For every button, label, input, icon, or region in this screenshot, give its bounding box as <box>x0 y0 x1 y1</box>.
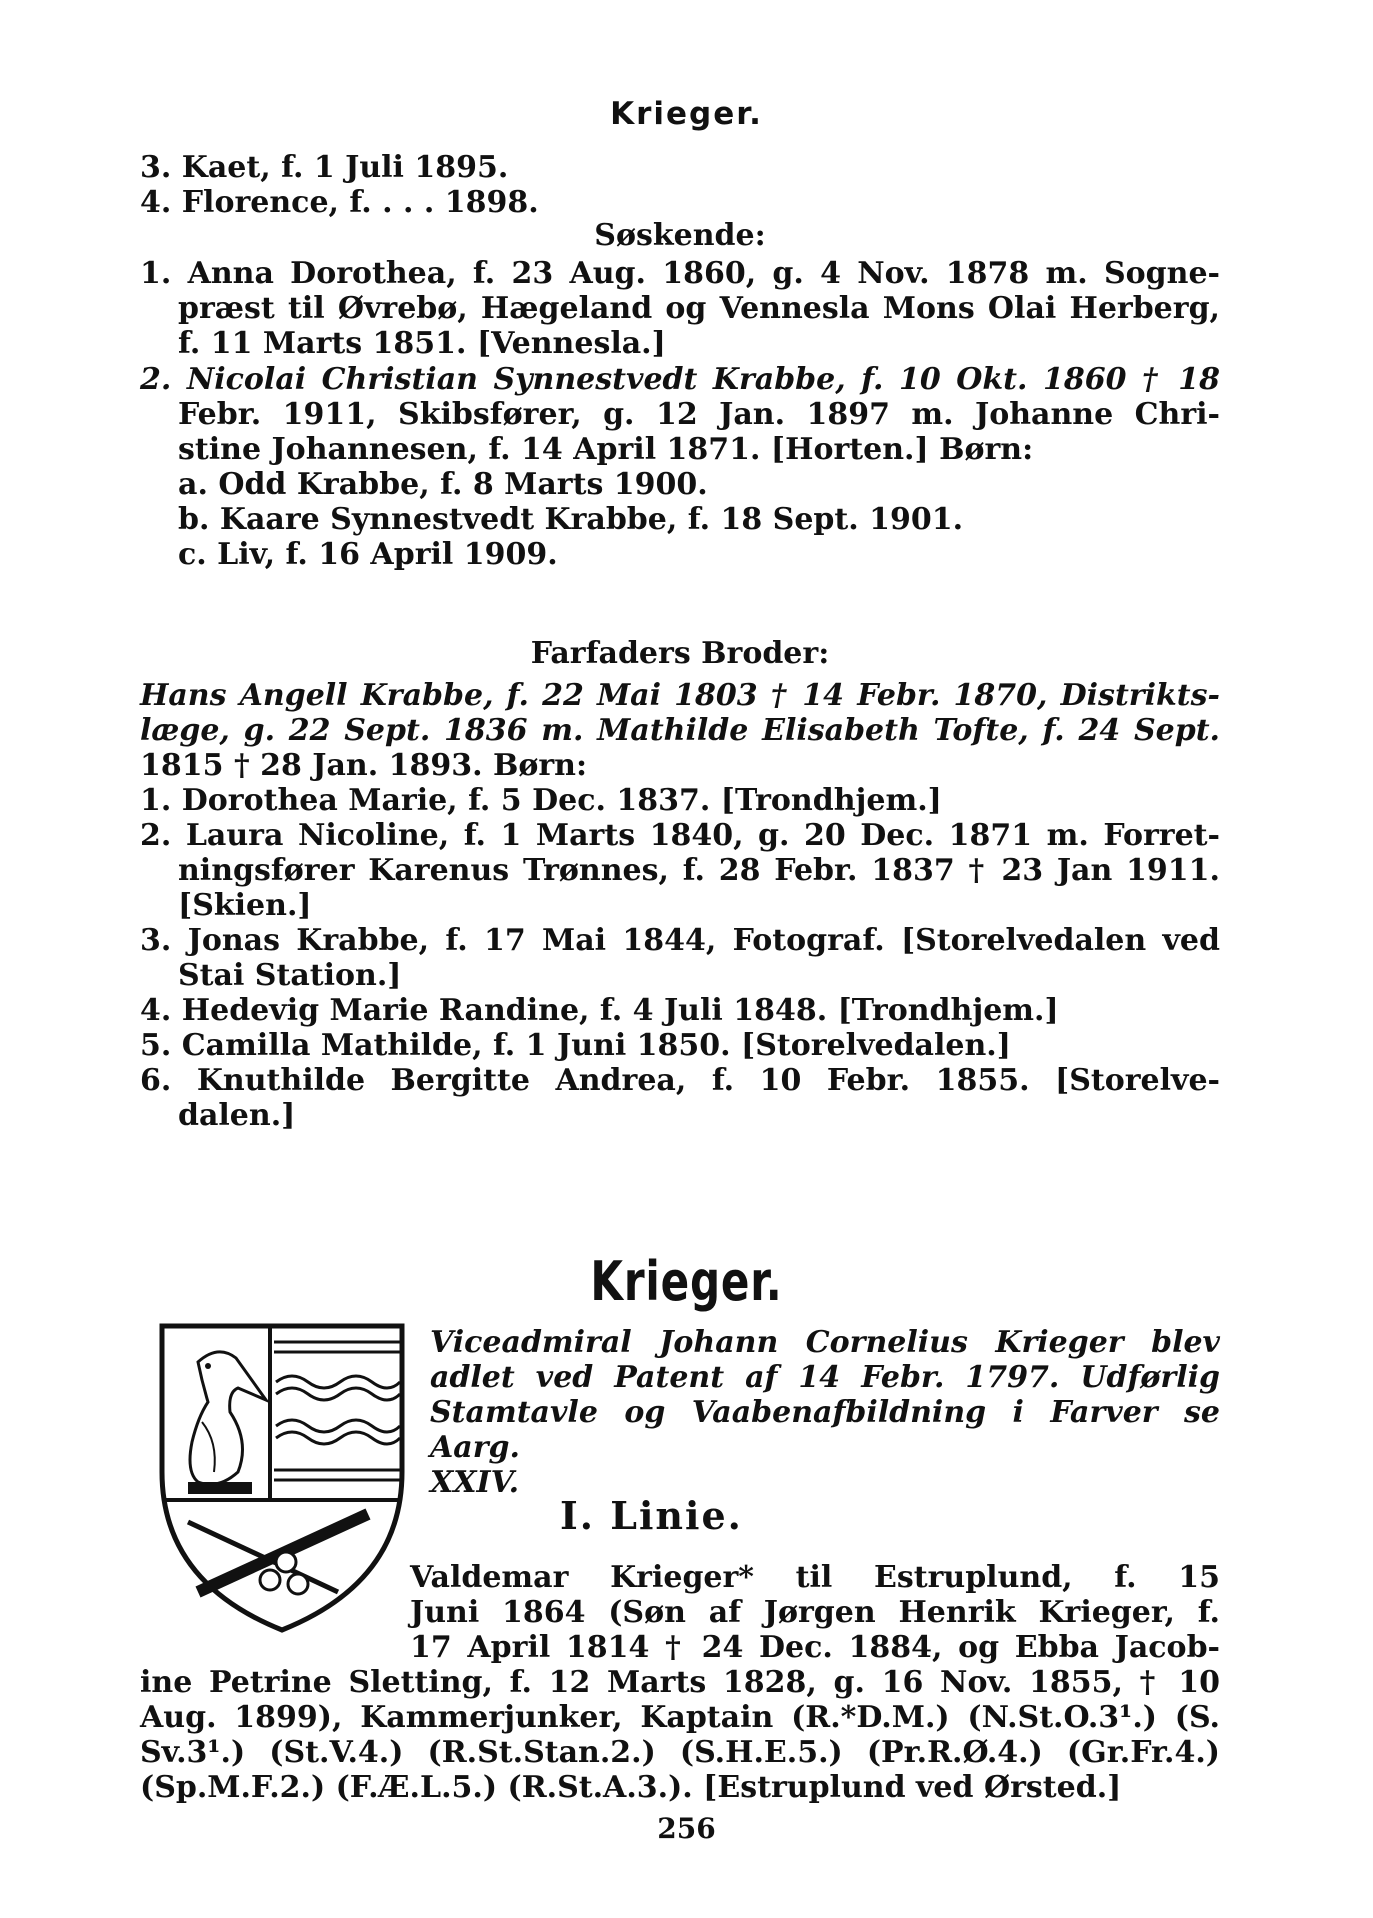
line-text-upper: Valdemar Krieger* til Estruplund, f. 15 Juni 1864 (Søn af Jørgen Henrik Krieger, f. 17 April 1814 † 24 Dec. 1884, og Ebba Jacob- <box>410 1560 1220 1665</box>
uncle-entry: Hans Angell Krabbe, f. 22 Mai 1803 † 14 Febr. 1870, Distrikts- læge, g. 22 Sept. 1836 m. Mathilde Elisabeth Tofte, f. 24 Sept. 1815 † 28 Jan. 1893. Børn: 1. Dorothea Marie, f. 5 Dec. 1837. [Trondhjem.] 2. Laura Nicoline, f. 1 Marts 1840, g. 20 Dec. 1871 m. Forret- ningsfører Karenus Trønnes, f. 28 Febr. 1837 † 23 Jan 1911. [Skien.] 3. Jonas Krabbe, f. 17 Mai 1844, Fotograf. [Storelvedalen ved Stai Station.] 4. Hedevig Marie Randine, f. 4 Juli 1848. [Trondhjem.] 5. Camilla Mathilde, f. 1 Juni 1850. [Storelvedalen.] 6. Knuthilde Bergitte Andrea, f. 10 Febr. 1855. [Storelve- dalen.] <box>140 678 1220 1133</box>
line-text-lower: ine Petrine Sletting, f. 12 Marts 1828, g. 16 Nov. 1855, † 10 Aug. 1899), Kammerjunker, Kaptain (R.*D.M.) (N.St.O.3¹.) (S. Sv.3¹.) (St.V.4.) (R.St.Stan.2.) (S.H.E.5.) (Pr.R.Ø.4.) (Gr.Fr.4.) (Sp.M.F.2.) (F.Æ.L.5.) (R.St.A.3.). [Estruplund ved Ørsted.] <box>140 1665 1220 1805</box>
child-entry: 4. Florence, f. . . . 1898. <box>140 185 539 220</box>
uncle-heading: Farfaders Broder: <box>530 636 830 671</box>
siblings-heading: Søskende: <box>594 218 766 253</box>
sibling-entry-nicolai: 2. Nicolai Christian Synnestvedt Krabbe, f. 10 Okt. 1860 † 18 Febr. 1911, Skibsfører, g. 12 Jan. 1897 m. Johanne Chri- stine Johannesen, f. 14 April 1871. [Horten.] Børn: a. Odd Krabbe, f. 8 Marts 1900. b. Kaare Synnestvedt Krabbe, f. 18 Sept. 1901. c. Liv, f. 16 April 1909. <box>140 362 1220 572</box>
child-entry: 3. Kaet, f. 1 Juli 1895. <box>140 150 509 185</box>
page-number: 256 <box>657 1812 716 1845</box>
children-list <box>140 150 1220 220</box>
sibling-entry-anna: 1. Anna Dorothea, f. 23 Aug. 1860, g. 4 Nov. 1878 m. Sogne- præst til Øvrebø, Hægeland og Vennesla Mons Olai Herberg, f. 11 Marts 1851. [Vennesla.] <box>140 256 1220 361</box>
running-head: Krieger. <box>610 96 763 132</box>
line-heading: I. Linie. <box>560 1493 743 1538</box>
family-intro: Viceadmiral Johann Cornelius Krieger blev adlet ved Patent af 14 Febr. 1797. Udførlig Stamtavle og Vaabenafbildning i Farver se Aarg. XXIV. <box>430 1325 1220 1500</box>
family-heading: Krieger. <box>590 1250 783 1313</box>
coat-of-arms-shield <box>158 1322 406 1634</box>
